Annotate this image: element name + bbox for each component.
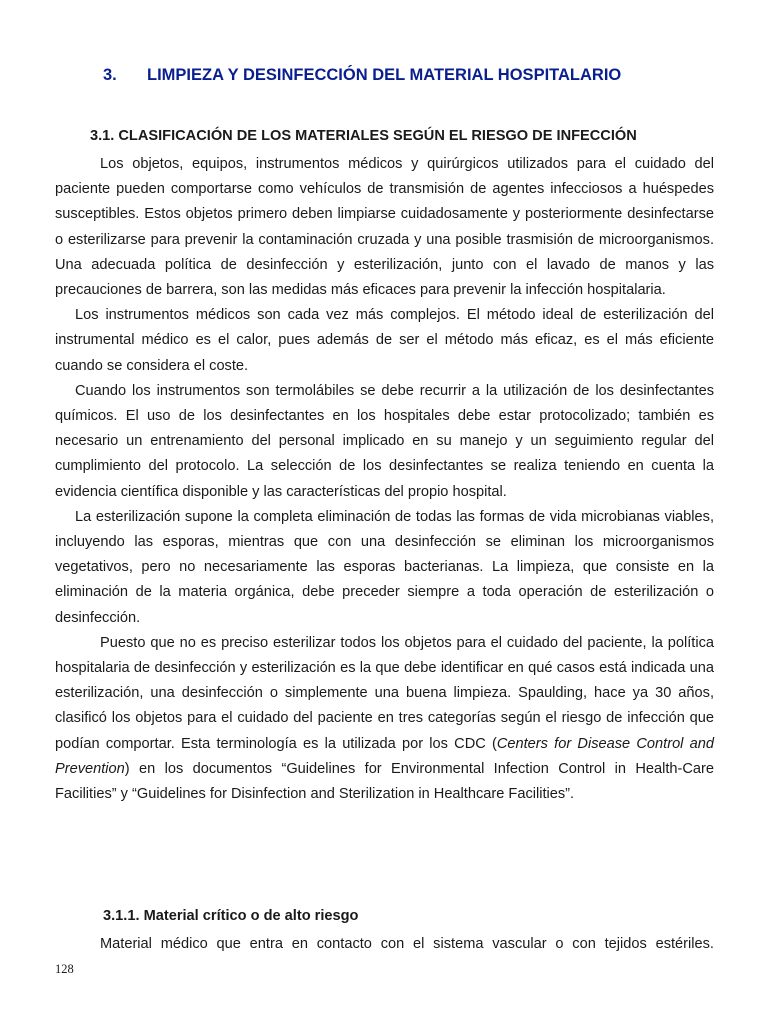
paragraph-3: Cuando los instrumentos son termolábiles se debe recurrir a la utilización de los desinfectantes químicos. El uso de los desinfectantes en los hospitales debe estar protocolizado; también es necesario un entrenamiento del personal implicado en su manejo y un seguimiento regular del cumplimiento del protocolo. La selección de los desinfectantes se realiza teniendo en cuenta la evidencia científica disponible y las características del propio hospital. <box>55 382 714 500</box>
subsection-heading: 3.1.1. Material crítico o de alto riesgo <box>103 908 359 924</box>
document-page <box>55 0 714 1024</box>
chapter-number: 3. <box>103 66 117 84</box>
paragraph-5-end: ) en los documentos “Guidelines for Environmental Infection Control in Health-Care Facilities” y “Guidelines for Disinfection and Sterilization in Healthcare Facilities”. <box>55 760 714 803</box>
paragraph-5-start: Puesto que no es preciso esterilizar todos los objetos para el cuidado del paciente, la política hospitalaria de desinfección y esterilización es la que debe identificar en qué casos está indicada una esterilización, una desinfección o simplemente una buena limpieza. Spaulding, hace ya 30 años, clasificó los objetos para el cuidado del paciente en tres categorías según el riesgo de infección que podían comportar. Esta terminología es la utilizada por los CDC ( <box>55 634 714 752</box>
paragraph-5 <box>55 631 714 807</box>
subsection-first-line: Material médico que entra en contacto con el sistema vascular o con tejidos estériles. <box>100 936 714 952</box>
chapter-heading <box>103 66 621 85</box>
chapter-title: LIMPIEZA Y DESINFECCIÓN DEL MATERIAL HOSPITALARIO <box>147 66 622 84</box>
cdc-full-name: Centers for Disease Control and Prevention <box>55 735 714 777</box>
section-heading: 3.1. CLASIFICACIÓN DE LOS MATERIALES SEGÚN EL RIESGO DE INFECCIÓN <box>90 128 637 144</box>
paragraph-1: Los objetos, equipos, instrumentos médicos y quirúrgicos utilizados para el cuidado del paciente pueden comportarse como vehículos de transmisión de agentes infecciosos a huéspedes susceptibles. Estos objetos primero deben limpiarse cuidadosamente y posteriormente desinfectarse o esterilizarse para prevenir la contaminación cruzada y una posible trasmisión de microorganismos. Una adecuada política de desinfección y esterilización, junto con el lavado de manos y las precauciones de barrera, son las medidas más eficaces para prevenir la infección hospitalaria. <box>55 156 714 299</box>
page-number: 128 <box>55 962 74 976</box>
paragraph-4: La esterilización supone la completa eliminación de todas las formas de vida microbianas viables, incluyendo las esporas, mientras que con una desinfección se eliminan los microorganismos vegetativos, pero no necesariamente las esporas bacterianas. La limpieza, que consiste en la eliminación de la materia orgánica, debe preceder siempre a toda operación de esterilización o desinfección. <box>55 508 714 626</box>
paragraph-2: Los instrumentos médicos son cada vez más complejos. El método ideal de esterilización del instrumental médico es el calor, pues además de ser el método más eficaz, es el más eficiente cuando se considera el coste. <box>55 307 714 374</box>
body-text <box>55 152 714 807</box>
